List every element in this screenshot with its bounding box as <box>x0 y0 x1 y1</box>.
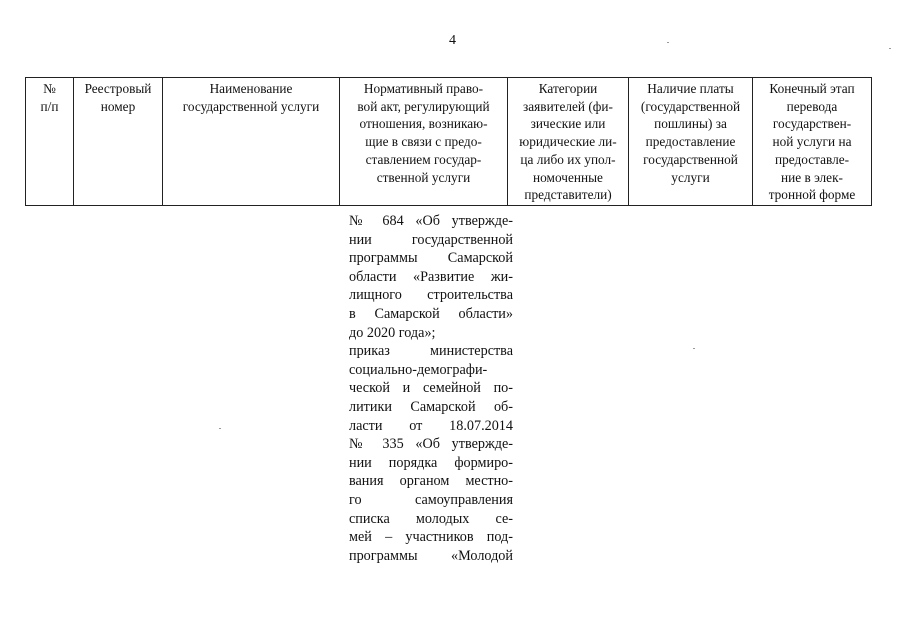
text-line: го самоуправления <box>349 491 513 508</box>
header-item-number: № п/п <box>26 78 74 206</box>
scan-speck <box>889 48 891 49</box>
scan-speck <box>667 42 669 43</box>
header-fee: Наличие платы (государственной пошлины) за предоставление государственной услуги <box>629 78 753 206</box>
text-line: программы Самарской <box>349 250 513 267</box>
scan-speck <box>693 348 695 349</box>
text-line: нии порядка формиро- <box>349 454 513 471</box>
text-line: ласти от 18.07.2014 <box>349 417 513 434</box>
header-applicant-categories: Категории заявителей (фи- зические или юридические ли- ца либо их упол- номоченные представители) <box>508 78 629 206</box>
text-line: № 335 «Об утвержде- <box>349 436 513 453</box>
page-number: 4 <box>449 33 456 48</box>
scan-speck <box>219 428 221 429</box>
text-line: мей – участников под- <box>349 529 513 546</box>
header-legal-act: Нормативный право- вой акт, регулирующий отношения, возникаю- щие в связи с предо- ставлением государ- ственной услуги <box>340 78 508 206</box>
text-line: нии государственной <box>349 231 513 248</box>
header-final-stage: Конечный этап перевода государствен- ной услуги на предоставле- ние в элек- тронной форме <box>753 78 872 206</box>
legal-act-continuation <box>349 212 513 565</box>
text-line: приказ министерства <box>349 343 513 360</box>
text-line: лищного строительства <box>349 287 513 304</box>
text-line: списка молодых се- <box>349 510 513 527</box>
text-line: программы «Молодой <box>349 547 513 564</box>
text-line: социально-демографи- <box>349 361 488 378</box>
services-register-table <box>25 77 872 206</box>
text-line: области «Развитие жи- <box>349 268 513 285</box>
text-line: до 2020 года»; <box>349 324 436 341</box>
text-line: литики Самарской об- <box>349 398 513 415</box>
header-service-name: Наименование государственной услуги <box>163 78 340 206</box>
text-line: в Самарской области» <box>349 305 513 322</box>
table-header-row <box>26 78 872 206</box>
text-line: вания органом местно- <box>349 473 513 490</box>
text-line: № 684 «Об утвержде- <box>349 213 513 229</box>
header-registry-number: Реестровый номер <box>74 78 163 206</box>
text-line: ческой и семейной по- <box>349 380 513 397</box>
